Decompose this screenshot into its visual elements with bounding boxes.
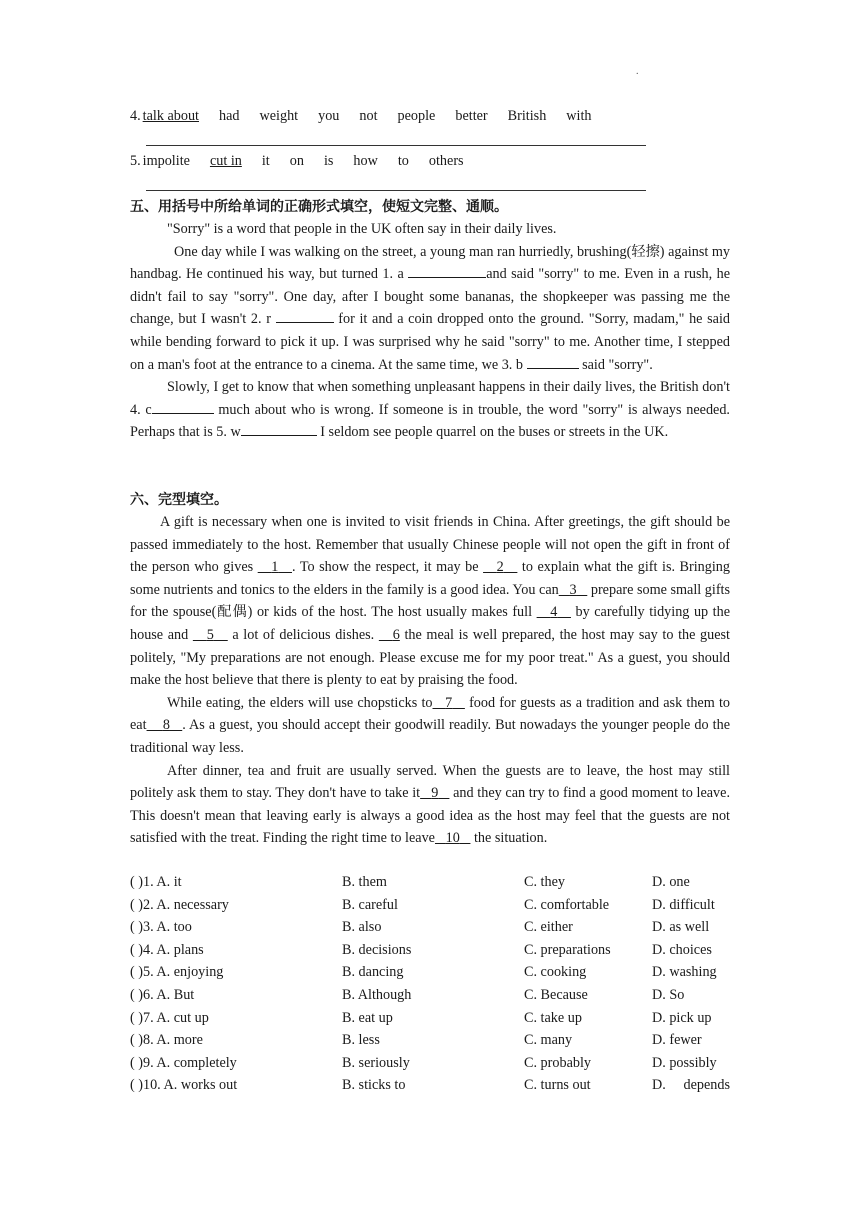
- answer-line-4[interactable]: [146, 145, 646, 146]
- option-a[interactable]: ( )6. A. But: [130, 986, 195, 1003]
- option-b[interactable]: B. decisions: [342, 941, 412, 958]
- option-a[interactable]: ( )5. A. enjoying: [130, 964, 224, 981]
- option-c[interactable]: C. take up: [524, 1009, 582, 1026]
- option-b[interactable]: B. sticks to: [342, 1077, 406, 1094]
- option-row-2: [130, 894, 740, 917]
- option-d[interactable]: D. depends: [652, 1077, 731, 1094]
- question-number: 5.: [130, 153, 141, 169]
- word: is: [323, 153, 334, 169]
- blank-3[interactable]: [527, 368, 579, 369]
- word: talk about: [142, 108, 199, 124]
- section-6-heading: 六、完型填空。: [130, 492, 228, 508]
- option-b[interactable]: B. careful: [342, 896, 398, 913]
- option-row-5: [130, 961, 740, 984]
- blank-3[interactable]: 3: [569, 581, 577, 598]
- blank-2[interactable]: 2: [496, 559, 504, 576]
- word: on: [289, 153, 304, 169]
- option-a[interactable]: ( )8. A. more: [130, 1032, 203, 1049]
- option-d[interactable]: D. pick up: [652, 1009, 712, 1026]
- paragraph: A gift is necessary when one is invited to visit friends in China. After greetings, the gift should be passed immediately to the host. Remember that usually Chinese people will not open the gift in front of the person who gives 1 . To show the respect, it may be 2 to explain what the gift is. Bringing some nutrients and tonics to the elders in the family is a good idea. You can 3 prepare some small gifts for the spouse(配偶) or kids of the host. The host usually makes full 4 by carefully tidying up the house and 5 a lot of delicious dishes. 6 the meal is well prepared, the host may say to the guest politely, "My preparations are not enough. Please excuse me for my poor treat." As a guest, you should make the host believe that there is plenty to eat by praising the food.: [130, 514, 731, 689]
- option-d[interactable]: D. So: [652, 986, 685, 1003]
- option-b[interactable]: B. dancing: [342, 964, 404, 981]
- question-4: [130, 105, 730, 128]
- paragraph: After dinner, tea and fruit are usually served. When the guests are to leave, the host may still politely ask them to stay. They don't have to take it 9 and they can try to find a good moment to leave. This doesn't mean that leaving early is always a good idea as the host may feel that the guests are not satisfied with the treat. Finding the right time to leave 10 the situation.: [130, 762, 730, 847]
- option-c[interactable]: C. probably: [524, 1054, 591, 1071]
- option-row-3: [130, 916, 740, 939]
- option-c[interactable]: C. either: [524, 919, 573, 936]
- word: it: [261, 153, 270, 169]
- option-row-4: [130, 939, 740, 962]
- option-d[interactable]: D. washing: [652, 964, 717, 981]
- word: with: [566, 108, 592, 124]
- word: weight: [259, 108, 299, 124]
- option-d[interactable]: D. fewer: [652, 1032, 702, 1049]
- question-number: 4.: [130, 108, 141, 124]
- option-a[interactable]: ( )7. A. cut up: [130, 1009, 209, 1026]
- option-d[interactable]: D. difficult: [652, 896, 715, 913]
- blank-9[interactable]: 9: [431, 785, 439, 802]
- blank-5[interactable]: [241, 435, 317, 436]
- option-b[interactable]: B. eat up: [342, 1009, 393, 1026]
- question-5: [130, 150, 730, 173]
- blank-2[interactable]: [276, 322, 334, 323]
- option-c[interactable]: C. comfortable: [524, 896, 610, 913]
- option-row-1: [130, 871, 740, 894]
- word: had: [218, 108, 240, 124]
- option-d[interactable]: D. one: [652, 874, 690, 890]
- option-row-9: [130, 1052, 740, 1075]
- option-d[interactable]: D. as well: [652, 919, 710, 936]
- option-row-8: [130, 1029, 740, 1052]
- paragraph: One day while I was walking on the street, a young man ran hurriedly, brushing(轻擦) against my handbag. He continued his way, but turned 1. a and said "sorry" to me. Even in a rush, he didn't fail to say "sorry". One day, after I bought some bananas, the shopkeeper was passing me the change, but I wasn't 2. r for it and a coin dropped onto the ground. "Sorry, madam," he said while bending forward to pick it up. I was surprised why he said "sorry" to me. Another time, I stepped on a man's foot at the entrance to a cinema. At the same time, we 3. b said "sorry".: [130, 243, 730, 373]
- word: to: [397, 153, 409, 169]
- option-row-6: [130, 984, 740, 1007]
- blank-8[interactable]: 8: [162, 717, 170, 734]
- blank-1[interactable]: [408, 277, 486, 278]
- paragraph: While eating, the elders will use chopsticks to 7 food for guests as a tradition and ask them to eat 8 . As a guest, you should accept their goodwill readily. But nowadays the younger people do the traditional way less.: [130, 694, 731, 756]
- word: you: [318, 108, 340, 124]
- option-b[interactable]: B. seriously: [342, 1054, 410, 1071]
- options-list: [130, 871, 740, 1097]
- option-a[interactable]: ( )10. A. works out: [130, 1077, 238, 1094]
- option-a[interactable]: ( )3. A. too: [130, 919, 192, 936]
- blank-5[interactable]: 5: [206, 626, 214, 643]
- option-b[interactable]: B. Although: [342, 986, 412, 1003]
- word: how: [353, 153, 378, 169]
- option-c[interactable]: C. they: [524, 874, 565, 890]
- word: impolite: [142, 153, 190, 169]
- option-a[interactable]: ( )2. A. necessary: [130, 896, 229, 913]
- blank-6[interactable]: 6: [392, 626, 400, 643]
- option-b[interactable]: B. also: [342, 919, 382, 936]
- option-a[interactable]: ( )4. A. plans: [130, 941, 204, 958]
- paragraph: "Sorry" is a word that people in the UK often say in their daily lives.: [167, 221, 557, 237]
- section-6-passage: [130, 511, 730, 850]
- section-5-heading: 五、用括号中所给单词的正确形式填空，使短文完整、通顺。: [130, 199, 508, 215]
- option-c[interactable]: C. Because: [524, 986, 588, 1003]
- blank-1[interactable]: 1: [271, 559, 279, 576]
- option-c[interactable]: C. turns out: [524, 1077, 591, 1094]
- option-c[interactable]: C. preparations: [524, 941, 611, 958]
- section-5-passage: [130, 218, 730, 444]
- word: people: [397, 108, 436, 124]
- option-row-10: [130, 1074, 740, 1097]
- word: cut in: [209, 153, 242, 169]
- answer-line-5[interactable]: [146, 190, 646, 191]
- option-a[interactable]: ( )9. A. completely: [130, 1054, 237, 1071]
- word: others: [428, 153, 464, 169]
- option-b[interactable]: B. them: [342, 874, 387, 890]
- option-c[interactable]: C. cooking: [524, 964, 587, 981]
- blank-7[interactable]: 7: [445, 694, 453, 711]
- word: better: [455, 108, 488, 124]
- option-row-7: [130, 1007, 740, 1030]
- paragraph: Slowly, I get to know that when something unpleasant happens in their daily lives, the British don't 4. c much about who is wrong. If someone is in trouble, the word "sorry" is always needed. Perhaps that is 5. w I seldom see people quarrel on the buses or streets in the UK.: [130, 379, 730, 441]
- option-d[interactable]: D. possibly: [652, 1054, 717, 1071]
- blank-10[interactable]: 10: [445, 830, 460, 847]
- option-d[interactable]: D. choices: [652, 941, 712, 958]
- option-b[interactable]: B. less: [342, 1032, 380, 1049]
- blank-4[interactable]: [152, 413, 214, 414]
- word: British: [507, 108, 547, 124]
- option-c[interactable]: C. many: [524, 1032, 573, 1049]
- option-a[interactable]: ( )1. A. it: [130, 874, 182, 890]
- blank-4[interactable]: 4: [550, 604, 558, 621]
- corner-mark: .: [636, 66, 639, 77]
- word: not: [359, 108, 378, 124]
